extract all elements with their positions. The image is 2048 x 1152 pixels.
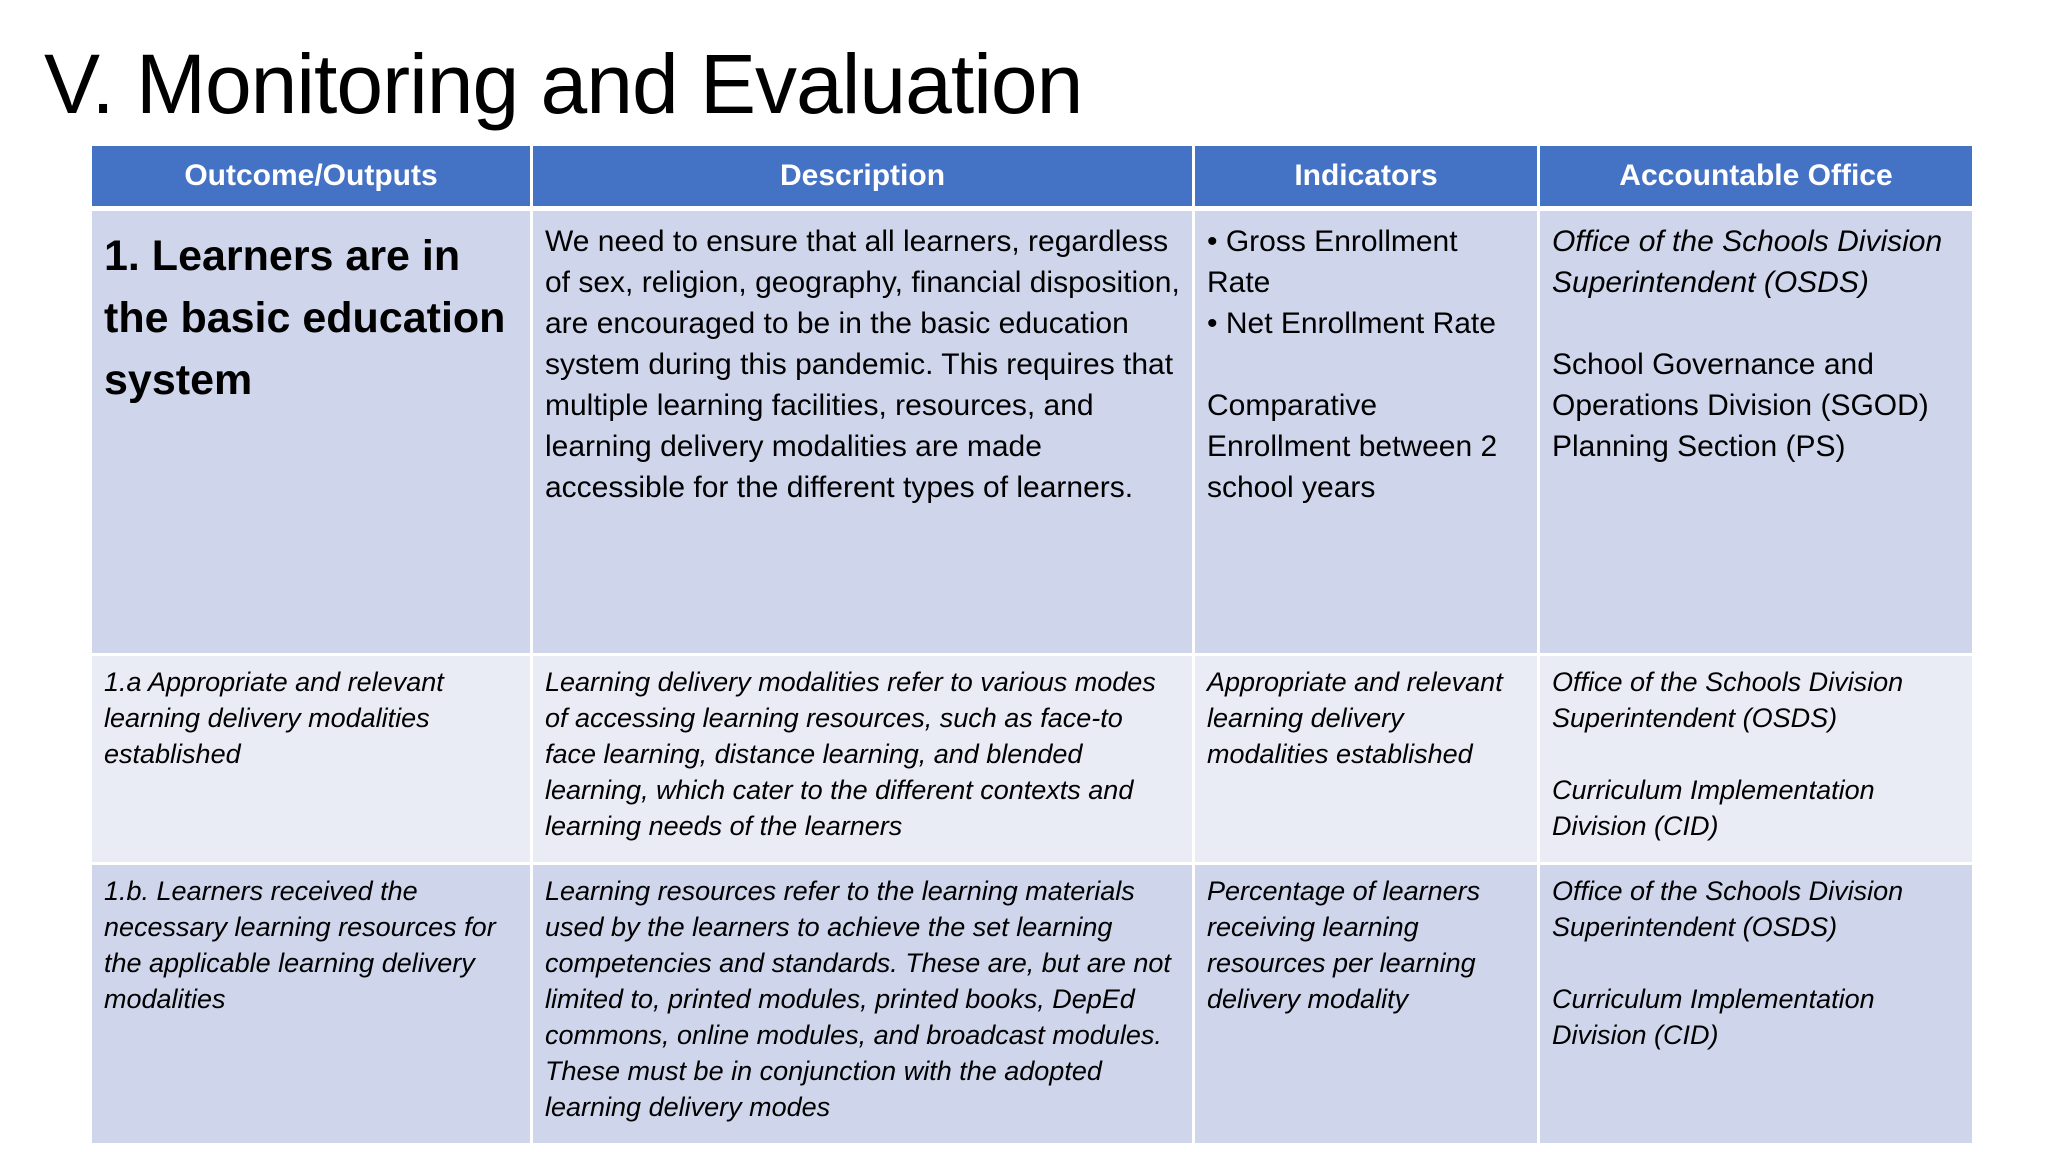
- office-item: Curriculum Implementation Division (CID): [1552, 775, 1875, 841]
- table-row: [91, 655, 1974, 864]
- column-header-accountable-office: Accountable Office: [1539, 145, 1974, 209]
- outcome-cell: 1. Learners are in the basic education system: [91, 209, 532, 655]
- indicators-cell: [1194, 864, 1539, 1145]
- indicator-item: Percentage of learners receiving learning resources per learning delivery modality: [1207, 876, 1481, 1014]
- column-header-outcome: Outcome/Outputs: [91, 145, 532, 209]
- office-item: Office of the Schools Division Superintendent (OSDS): [1552, 667, 1904, 733]
- table-row: [91, 864, 1974, 1145]
- monitoring-evaluation-table: [89, 143, 1975, 1146]
- indicators-cell: [1194, 655, 1539, 864]
- indicator-item: • Gross Enrollment Rate: [1207, 225, 1458, 299]
- office-item: Office of the Schools Division Superintendent (OSDS): [1552, 876, 1904, 942]
- office-item: Curriculum Implementation Division (CID): [1552, 984, 1875, 1050]
- indicators-cell: [1194, 209, 1539, 655]
- office-item: School Governance and Operations Division (SGOD) Planning Section (PS): [1552, 348, 1929, 463]
- outcome-cell: 1.a Appropriate and relevant learning delivery modalities established: [91, 655, 532, 864]
- indicator-item: • Net Enrollment Rate: [1207, 307, 1496, 340]
- office-item: Office of the Schools Division Superintendent (OSDS): [1552, 225, 1943, 299]
- office-cell: [1539, 209, 1974, 655]
- office-cell: [1539, 655, 1974, 864]
- description-cell: We need to ensure that all learners, regardless of sex, religion, geography, financial disposition, are encouraged to be in the basic education system during this pandemic. This requires that multiple learning facilities, resources, and learning delivery modalities are made accessible for the different types of learners.: [532, 209, 1194, 655]
- description-cell: Learning delivery modalities refer to various modes of accessing learning resources, such as face-to face learning, distance learning, and blended learning, which cater to the different contexts and learning needs of the learners: [532, 655, 1194, 864]
- office-cell: [1539, 864, 1974, 1145]
- column-header-indicators: Indicators: [1194, 145, 1539, 209]
- outcome-cell: 1.b. Learners received the necessary learning resources for the applicable learning delivery modalities: [91, 864, 532, 1145]
- table-header-row: [91, 145, 1974, 209]
- table-row: [91, 209, 1974, 655]
- indicator-item: Comparative Enrollment between 2 school years: [1207, 389, 1498, 504]
- slide-title: V. Monitoring and Evaluation: [44, 37, 1083, 131]
- indicator-item: Appropriate and relevant learning delivery modalities established: [1207, 667, 1503, 769]
- description-cell: Learning resources refer to the learning materials used by the learners to achieve the set learning competencies and standards. These are, but are not limited to, printed modules, printed books, DepEd commons, online modules, and broadcast modules. These must be in conjunction with the adopted learning delivery modes: [532, 864, 1194, 1145]
- column-header-description: Description: [532, 145, 1194, 209]
